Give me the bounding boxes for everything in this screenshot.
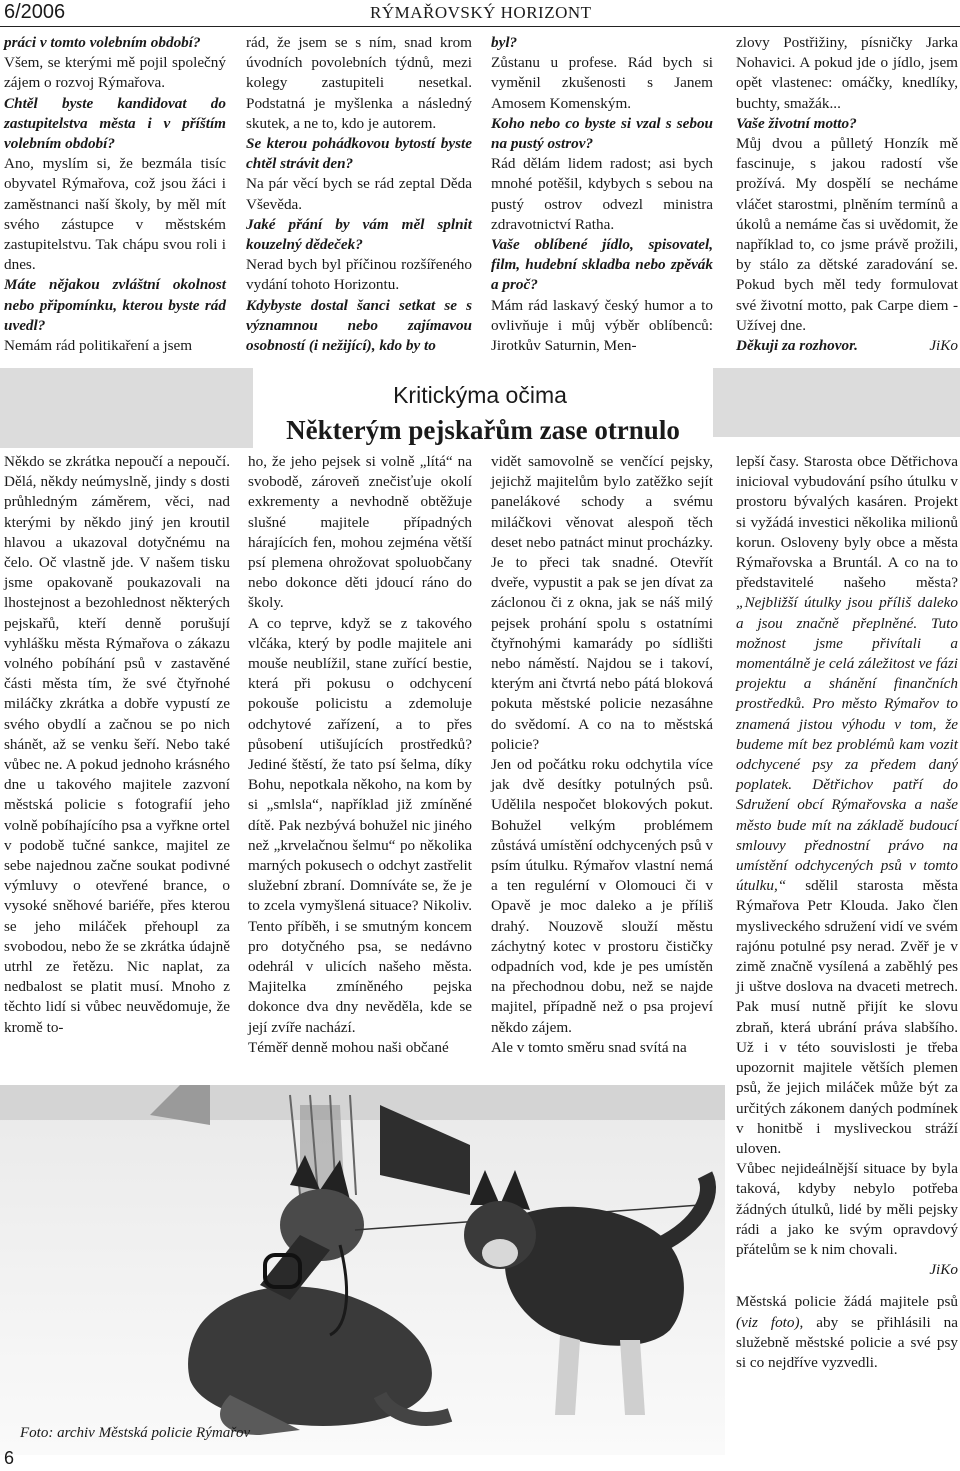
interview-question: Koho nebo co byste si vzal s sebou na pustý ostrov? bbox=[491, 114, 713, 153]
mayor-quote: „Nejbližší útulky jsou příliš daleko a jsou značně přeplněné. Tuto možnost jsme přivítali a momentálně je celá záležitost ve fázi projektu a shánění finančních prostředků. Pro město Rýmařov to znamená jistou výhodu v tom, že budeme mít bez problémů kam vozit odchycené psy za předem daný poplatek. Dětřichov patří do Sdružení obcí Rýmařovska a naše město bude mít na základě budoucí smlouvy přednostní právo na umístění odchycených psů v tomto útulku,“ bbox=[736, 594, 958, 895]
article-paragraph: Jen od počátku roku odchytila více jak dvě desítky potulných psů. Udělila nespočet blokových pokut. Bohužel velkým problémem zůstává umístění odchycených psů v psím útulku. Rýmařov vlastní nemá a ten regulérní v Olomouci či v Opavě je moc daleko a je příliš drahý. Nouzově slouží městu záchytný kotec v prostoru čističky odpadních vod, kde je pes umístěn na přechodnou dobu, než se najde majitel, případně než o psa projeví někdo zájem. bbox=[491, 756, 713, 1036]
police-note bbox=[736, 1292, 958, 1373]
article-signature: JiKo bbox=[929, 1261, 958, 1279]
interview-column-4 bbox=[736, 33, 958, 356]
article-col4-rest-first: sdělil starosta města Rýmařova Petr Klouda. Jako člen mysliveckého sdružení vidí ve svém rajónu potulné psy nerad. Zvěř je v zimě značně vysílená a zaběhlý pes ji uštve doslova na dvaceti metrech. Pak musí nutně přijít ke slovu zbraň, která ubrání práva slabšího. Už i v této souvislosti je třeba upozornit majitele větších plemen psů, že jejich miláček může být za určitých zákonem daných podmínek v honitbě i mysliveckou stráží uloven. bbox=[736, 877, 958, 1157]
interview-signature: JiKo bbox=[929, 337, 958, 355]
article-paragraph: A co teprve, když se z takového vlčáka, který by podle majitele ani mouše neublížil, stane zuřící bestie, která při pokusu o odchycení pokouše policistu a zdemoluje odchytové zařízení, a to přes působení utišujících prostředků? Jediné štěstí, že tato psí šelma, díky Bohu, nepotkala někoho, na kom by si „smlsla“, například již zmíněné dítě. Pak nezbývá bohužel nic jiného než „krvelačnou šelmu“ po několika marných pokusech o odchyt zastřelit služební zbraní. Domníváte se, že je to zcela vymyšlená situace? Nikoliv. Tento příběh, i se smutným koncem pro dotyčného psa, se nedávno odehrál v ulicích našeho města. Majitelka zmíněného pejska dokonce dva dny nevěděla, kde se její zvíře nachází. bbox=[248, 614, 472, 1036]
issue-number: 6/2006 bbox=[4, 1, 66, 23]
interview-column-2 bbox=[246, 33, 472, 356]
article-paragraph: vidět samovolně se venčící pejsky, jejichž majitelům bylo zatěžko sejít panelákové schody a svému miláčkovi věnovat alespoň těch deset nebo patnáct minut procházky. Je to přeci tak snadné. Otevřít dveře, vypustit a pak se jen dívat za záclonou či z okna, jak se náš milý pejsek prohání spolu s ostatními čtyřnohými kamarády po sídlišti nebo náměstí. Najdou se i takoví, kterým ani čtvrtá nebo pátá bloková pokuta městské policie nezasáhne do svědomí. A co na to městská policie? bbox=[491, 453, 713, 753]
interview-answer: Můj dvou a půlletý Honzík mě fascinuje, s jakou radostí vše prožívá. My dospělí se necháme vláčet starostmi, plněním termínů a úkolů a nemáme čas si uvědomit, že například to, co jsme právě prožili, by stálo za dětské zaradování se. Pokud bych měl tedy formulovat své životní motto, pak Carpe diem - Užívej dne. bbox=[736, 135, 958, 334]
interview-column-1 bbox=[4, 33, 226, 356]
interview-answer: rád, že jsem se s ním, snad krom úvodních povolebních týdnů, mezi kolegy zastupiteli nesetkal. Podstatná je myšlenka a následný skutek, a ne to, kdo je autorem. bbox=[246, 34, 472, 132]
interview-closing bbox=[736, 336, 958, 356]
page-number: 6 bbox=[4, 1448, 15, 1468]
interview-answer: zlovy Postřižiny, písničky Jarka Nohavici. A pokud jde o jídlo, jsem opět vlastenec: omáčky, knedlíky, buchty, smažák... bbox=[736, 34, 958, 112]
dogs-photo bbox=[0, 1085, 725, 1455]
photo-illustration bbox=[0, 1085, 725, 1455]
interview-question: práci v tomto volebním období? bbox=[4, 34, 201, 51]
interview-answer: Ano, myslím si, že bezmála tisíc obyvatel Rýmařova, což jsou žáci i zaměstnanci naší školy, by měl mít svého zástupce v městském zastupitelstvu. Tak chápu svou roli i dnes. bbox=[4, 155, 226, 274]
article-paragraph: ho, že jeho pejsek si volně „lítá“ na svobodě, zároveň znečisťuje okolí exkrementy a nevhodně obtěžuje slušné majitele případných hárajících fen, mohou zejména větší psí plemena ohrožovat spoluobčany nebo dokonce děti jdoucí ráno do školy. bbox=[248, 453, 472, 612]
article-col1-text: Někdo se zkrátka nepoučí a nepoučí. Dělá, někdy neúmyslně, jindy s dosti průhledným záměrem, věci, nad kterými by někdo jiný jen kroutil hlavou a ukazoval dotyčnému na čelo. Oč vlastně jde. V našem tisku jsme opakovaně poukazovali na lhostejnost a bezohlednost některých pejskařů, kteří denně porušují vyhlášku města Rýmařova o zákazu volného pobíhání psů v zastavěné části města tím, že své čtyřnohé miláčky zkrátka a dobře vypustí ze svého obydlí a začnou se po nich shánět, až se venku šeří. Nebo také vůbec ne. A pokud jednoho krásného dne u takového majitele zazvoní městská policie s fotografií jeho volně pobíhajícího psa a vyřkne ortel v podobě tučné sankce, majitel ze sebe najednou začne soukat podivné výmluvy o otevřené brance, o vysoké sněhové bariéře, přes kterou se jeho miláček přehoupl za svobodou, nebo že se zkrátka údajně utrhl ze řetězu. Nic naplat, za nedbalost se platit musí. Mnoho z těchto lidí si vůbec neuvědomuje, že kromě to- bbox=[4, 453, 230, 1036]
interview-answer: Mám rád laskavý český humor a to ovlivňuje i můj výběr oblíbenců: Jirotkův Saturnin, Men- bbox=[491, 296, 713, 355]
article-col3-text bbox=[491, 452, 713, 1058]
photo-caption: Foto: archiv Městská policie Rýmařov bbox=[20, 1425, 251, 1441]
police-note-b: , aby se přihlásili na služebně městské policie a své psy si co nejdříve vyzvedli. bbox=[736, 1313, 958, 1371]
publication-title: RÝMAŘOVSKÝ HORIZONT bbox=[370, 3, 592, 22]
article-column-2 bbox=[248, 452, 472, 1058]
interview-answer: Na pár věcí bych se rád zeptal Děda Vševěda. bbox=[246, 175, 472, 213]
interview-answer: Zůstanu u profese. Rád bych si vyměnil zkušenosti s Janem Amosem Komenským. bbox=[491, 54, 713, 112]
interview-column-3 bbox=[491, 33, 713, 356]
interview-answer: Nerad bych byl příčinou rozšířeného vydání tohoto Horizontu. bbox=[246, 256, 472, 294]
interview-question: Vaše životní motto? bbox=[736, 114, 857, 132]
interview-question: Se kterou pohádkovou bytostí byste chtěl strávit den? bbox=[246, 135, 472, 173]
police-note-ref: (viz foto) bbox=[736, 1313, 800, 1331]
article-col4-intro bbox=[736, 452, 958, 1159]
interview-question: Vaše oblíbené jídlo, spisovatel, film, hudební skladba nebo zpěvák a proč? bbox=[491, 236, 713, 294]
page-header bbox=[0, 0, 960, 27]
interview-answer: Všem, se kterými mě pojil společný zájem o rozvoj Rýmařova. bbox=[4, 54, 226, 92]
interview-column-4-body bbox=[736, 33, 958, 336]
article-column-3 bbox=[491, 452, 713, 1058]
article-column-4 bbox=[736, 452, 958, 1373]
article-paragraph: Ale v tomto směru snad svítá na bbox=[491, 1038, 687, 1056]
article-paragraph: Téměř denně mohou naši občané bbox=[248, 1038, 449, 1056]
interview-answer: Nemám rád politikaření a jsem bbox=[4, 337, 193, 355]
article-col4-rest bbox=[736, 1159, 958, 1260]
interview-question: byl? bbox=[491, 34, 518, 51]
interview-answer: Rád dělám lidem radost; asi bych mnohé potěšil, kdybych s sebou na pustý ostrov odvezl ministra zdravotnictví Ratha. bbox=[491, 155, 713, 233]
article-headline: Některým pejskařům zase otrnulo bbox=[286, 415, 680, 445]
interview-question: Chtěl byste kandidovat do zastupitelstva města i v příštím volebním období? bbox=[4, 94, 226, 153]
article-kicker: Kritickýma očima bbox=[393, 382, 567, 408]
article-column-1 bbox=[4, 452, 230, 1038]
snow-shadow bbox=[0, 1085, 725, 1120]
closing-line: Děkuji za rozhovor. bbox=[736, 337, 858, 355]
interview-question: Jaké přání by vám měl splnit kouzelný dědeček? bbox=[246, 215, 472, 254]
article-col4-lead: lepší časy. Starosta obce Dětřichova inicioval vybudování psího útulku v prostoru bývalých kasáren. Projekt si vyžádá investici několika milionů korun. Osloveny byly obce a města Rýmařovska a Bruntál. A co na to představitelé našeho města? bbox=[736, 453, 958, 592]
police-note-a: Městská policie žádá majitele psů bbox=[736, 1293, 958, 1311]
interview-question: Kdybyste dostal šanci setkat se s významnou nebo zajímavou osobností (i nežijící), kdo by to bbox=[246, 296, 472, 355]
article-paragraph: Vůbec nejideálnější situace by byla taková, kdyby nebylo potřeba žádných útulků, lidé by měli pejsky rádi a jako ke svým opravdový přátelům se k nim chovali. bbox=[736, 1160, 958, 1258]
interview-question: Máte nějakou zvláštní okolnost nebo připomínku, kterou byste rád uvedl? bbox=[4, 276, 226, 334]
article-col2-text bbox=[248, 452, 472, 1058]
